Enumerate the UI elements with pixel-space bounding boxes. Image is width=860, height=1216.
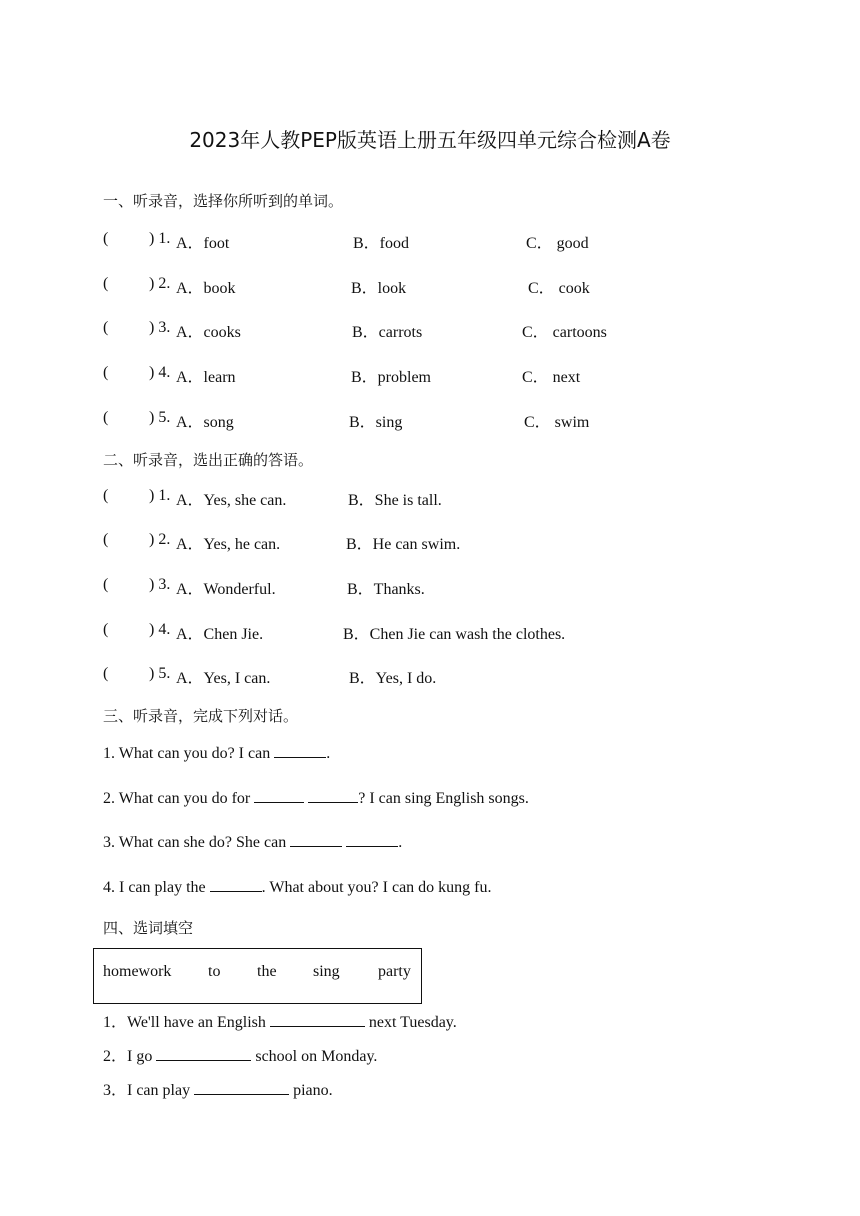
question-text-end: next Tuesday. [364, 1014, 457, 1031]
question-text: 3. What can she do? She can [103, 834, 291, 851]
paren-open: ( [103, 319, 109, 336]
s3-question-2 [103, 788, 529, 808]
answer-blank[interactable] [194, 1080, 289, 1095]
answer-blank[interactable] [156, 1046, 251, 1061]
question-text: 1. What can you do? I can [103, 745, 275, 762]
paren-open: ( [103, 275, 109, 292]
question-number: ) 3. [149, 319, 171, 336]
option-a: A．foot [176, 235, 230, 252]
question-text: 3．I can play [103, 1082, 195, 1099]
option-b: B．Chen Jie can wash the clothes. [343, 626, 566, 643]
option-a: A．Yes, she can. [176, 492, 287, 509]
question-number: ) 3. [149, 576, 171, 593]
answer-blank[interactable] [274, 743, 326, 758]
paren-open: ( [103, 621, 109, 638]
option-a: A．book [176, 280, 236, 297]
word-bank-item: sing [313, 963, 340, 980]
option-a: A．cooks [176, 324, 241, 341]
option-b: B．carrots [352, 324, 423, 341]
question-text-end: ? I can sing English songs. [358, 790, 529, 807]
answer-blank[interactable] [210, 877, 262, 892]
paren-open: ( [103, 364, 109, 381]
option-b: B．He can swim. [346, 536, 461, 553]
word-bank-item: the [257, 963, 277, 980]
option-a: A．Yes, I can. [176, 670, 271, 687]
word-bank-box [93, 948, 422, 1004]
paren-open: ( [103, 531, 109, 548]
question-text-end: . [326, 745, 331, 762]
s4-question-3 [103, 1077, 333, 1100]
paren-open: ( [103, 409, 109, 426]
answer-blank[interactable] [346, 832, 398, 847]
option-b: B．look [351, 280, 407, 297]
option-a: A．song [176, 414, 234, 431]
answer-blank[interactable] [290, 832, 342, 847]
section4-heading: 四、选词填空 [103, 919, 194, 937]
option-c: C． next [522, 369, 581, 386]
answer-blank[interactable] [308, 788, 358, 803]
question-text: 2. What can you do for [103, 790, 255, 807]
option-b: B．sing [349, 414, 403, 431]
question-text-end: . [398, 834, 403, 851]
question-text-end: . What about you? I can do kung fu. [261, 879, 492, 896]
question-number: ) 5. [149, 409, 171, 426]
question-number: ) 4. [149, 621, 171, 638]
paren-open: ( [103, 665, 109, 682]
paren-open: ( [103, 576, 109, 593]
option-c: C． cartoons [522, 324, 607, 341]
question-text-end: piano. [289, 1082, 333, 1099]
question-number: ) 1. [149, 487, 171, 504]
question-number: ) 1. [149, 230, 171, 247]
s3-question-3 [103, 832, 402, 852]
word-bank-item: to [208, 963, 221, 980]
option-b: B．problem [351, 369, 431, 386]
section1-heading: 一、听录音，选择你所听到的单词。 [103, 192, 344, 210]
option-c: C． good [526, 235, 589, 252]
s4-question-1 [103, 1009, 457, 1032]
option-a: A．Wonderful. [176, 581, 276, 598]
answer-blank[interactable] [270, 1012, 365, 1027]
question-text-end: school on Monday. [251, 1048, 378, 1065]
paren-open: ( [103, 487, 109, 504]
question-text: 1．We'll have an English [103, 1014, 270, 1031]
question-number: ) 2. [149, 275, 171, 292]
option-a: A．learn [176, 369, 236, 386]
option-c: C． swim [524, 414, 590, 431]
s3-question-4 [103, 877, 492, 897]
s3-question-1 [103, 743, 330, 763]
option-a: A．Yes, he can. [176, 536, 281, 553]
question-text: 2．I go [103, 1048, 157, 1065]
answer-blank[interactable] [254, 788, 304, 803]
option-a: A．Chen Jie. [176, 626, 264, 643]
question-number: ) 5. [149, 665, 171, 682]
option-b: B．Thanks. [347, 581, 425, 598]
option-b: B．food [353, 235, 410, 252]
word-bank-item: homework [103, 963, 172, 980]
s4-question-2 [103, 1043, 377, 1066]
option-c: C． cook [528, 280, 590, 297]
question-number: ) 2. [149, 531, 171, 548]
section2-heading: 二、听录音，选出正确的答语。 [103, 451, 314, 469]
paren-open: ( [103, 230, 109, 247]
page-title: 2023年人教PEP版英语上册五年级四单元综合检测A卷 [189, 128, 671, 152]
question-number: ) 4. [149, 364, 171, 381]
question-text: 4. I can play the [103, 879, 210, 896]
option-b: B．She is tall. [348, 492, 442, 509]
section3-heading: 三、听录音，完成下列对话。 [103, 707, 299, 725]
word-bank-item: party [378, 963, 411, 980]
option-b: B．Yes, I do. [349, 670, 437, 687]
